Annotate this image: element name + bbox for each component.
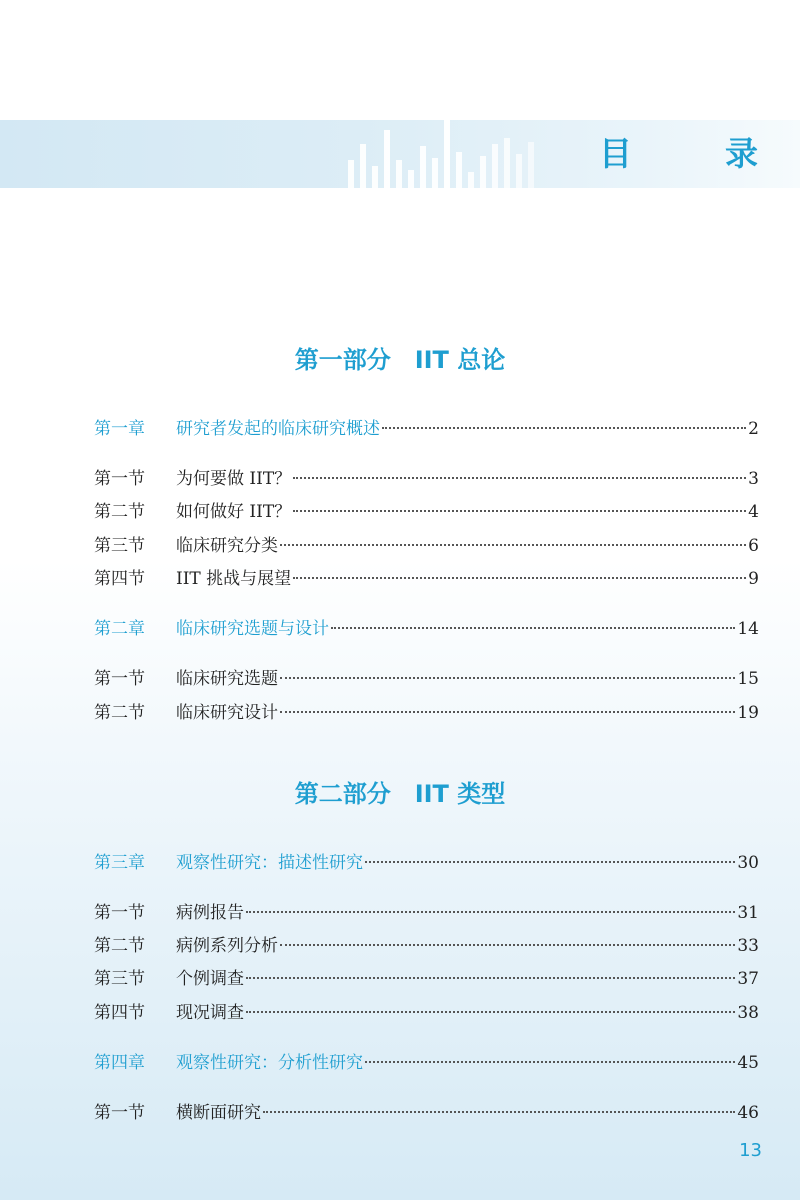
chapter-number: 第三章	[94, 853, 145, 873]
section-number: 第一节	[94, 903, 145, 923]
leader-dots	[293, 476, 746, 479]
section-number: 第三节	[94, 969, 145, 989]
toc-chapter-2[interactable]	[94, 614, 759, 640]
toc-section[interactable]	[94, 898, 759, 924]
leader-dots	[280, 943, 735, 946]
toc-section[interactable]	[94, 664, 759, 690]
toc-chapter-3[interactable]	[94, 848, 759, 874]
section-number: 第四节	[94, 1003, 145, 1023]
toc-section[interactable]	[94, 931, 759, 957]
chapter-title: 观察性研究：分析性研究	[176, 1053, 363, 1073]
toc-chapter-1[interactable]	[94, 414, 759, 440]
chapter-number: 第四章	[94, 1053, 145, 1073]
page-ref: 4	[748, 502, 759, 522]
leader-dots	[280, 710, 735, 713]
chapter-number: 第一章	[94, 419, 145, 439]
toc-section[interactable]	[94, 1098, 759, 1124]
leader-dots	[246, 1010, 735, 1013]
chapter-title: 观察性研究：描述性研究	[176, 853, 363, 873]
section-title: 临床研究选题	[176, 669, 278, 689]
page-ref: 33	[737, 936, 759, 956]
page-ref: 15	[737, 669, 759, 689]
part-heading: 第一部分 IIT 总论	[294, 346, 506, 374]
section-number: 第一节	[94, 669, 145, 689]
toc-section[interactable]	[94, 497, 759, 523]
section-number: 第二节	[94, 502, 145, 522]
leader-dots	[382, 426, 746, 429]
section-title: 病例报告	[176, 903, 244, 923]
part-heading: 第二部分 IIT 类型	[294, 780, 506, 808]
toc-chapter-4[interactable]	[94, 1048, 759, 1074]
page-ref: 2	[748, 419, 759, 439]
leader-dots	[246, 910, 735, 913]
page-ref: 9	[748, 569, 759, 589]
section-title: 个例调查	[176, 969, 244, 989]
leader-dots	[280, 543, 746, 546]
toc-section[interactable]	[94, 531, 759, 557]
toc-section[interactable]	[94, 964, 759, 990]
page-ref: 3	[748, 469, 759, 489]
toc-section[interactable]	[94, 464, 759, 490]
leader-dots	[263, 1110, 735, 1113]
toc-section[interactable]	[94, 564, 759, 590]
leader-dots	[293, 576, 746, 579]
section-title: 临床研究分类	[176, 536, 278, 556]
section-title: 现况调查	[176, 1003, 244, 1023]
page-ref: 37	[737, 969, 759, 989]
page-ref: 14	[737, 619, 759, 639]
toc-section[interactable]	[94, 698, 759, 724]
section-number: 第三节	[94, 536, 145, 556]
page-ref: 46	[737, 1103, 759, 1123]
section-number: 第一节	[94, 1103, 145, 1123]
section-title: 横断面研究	[176, 1103, 261, 1123]
section-number: 第二节	[94, 936, 145, 956]
page-ref: 38	[737, 1003, 759, 1023]
page-ref: 45	[737, 1053, 759, 1073]
section-number: 第一节	[94, 469, 145, 489]
page-ref: 30	[737, 853, 759, 873]
section-title: 如何做好 IIT？	[176, 502, 292, 522]
leader-dots	[293, 509, 746, 512]
leader-dots	[246, 976, 735, 979]
page-ref: 6	[748, 536, 759, 556]
page-title: 目 录	[599, 134, 788, 173]
section-title: IIT 挑战与展望	[176, 569, 292, 589]
chapter-number: 第二章	[94, 619, 145, 639]
chapter-title: 临床研究选题与设计	[176, 619, 329, 639]
leader-dots	[365, 1060, 735, 1063]
toc-section[interactable]	[94, 998, 759, 1024]
section-title: 病例系列分析	[176, 936, 278, 956]
section-number: 第二节	[94, 703, 145, 723]
page-number: 13	[739, 1140, 762, 1161]
leader-dots	[331, 626, 735, 629]
section-number: 第四节	[94, 569, 145, 589]
leader-dots	[280, 676, 735, 679]
leader-dots	[365, 860, 735, 863]
section-title: 为何要做 IIT？	[176, 469, 292, 489]
chapter-title: 研究者发起的临床研究概述	[176, 419, 380, 439]
page-ref: 31	[737, 903, 759, 923]
section-title: 临床研究设计	[176, 703, 278, 723]
page-ref: 19	[737, 703, 759, 723]
